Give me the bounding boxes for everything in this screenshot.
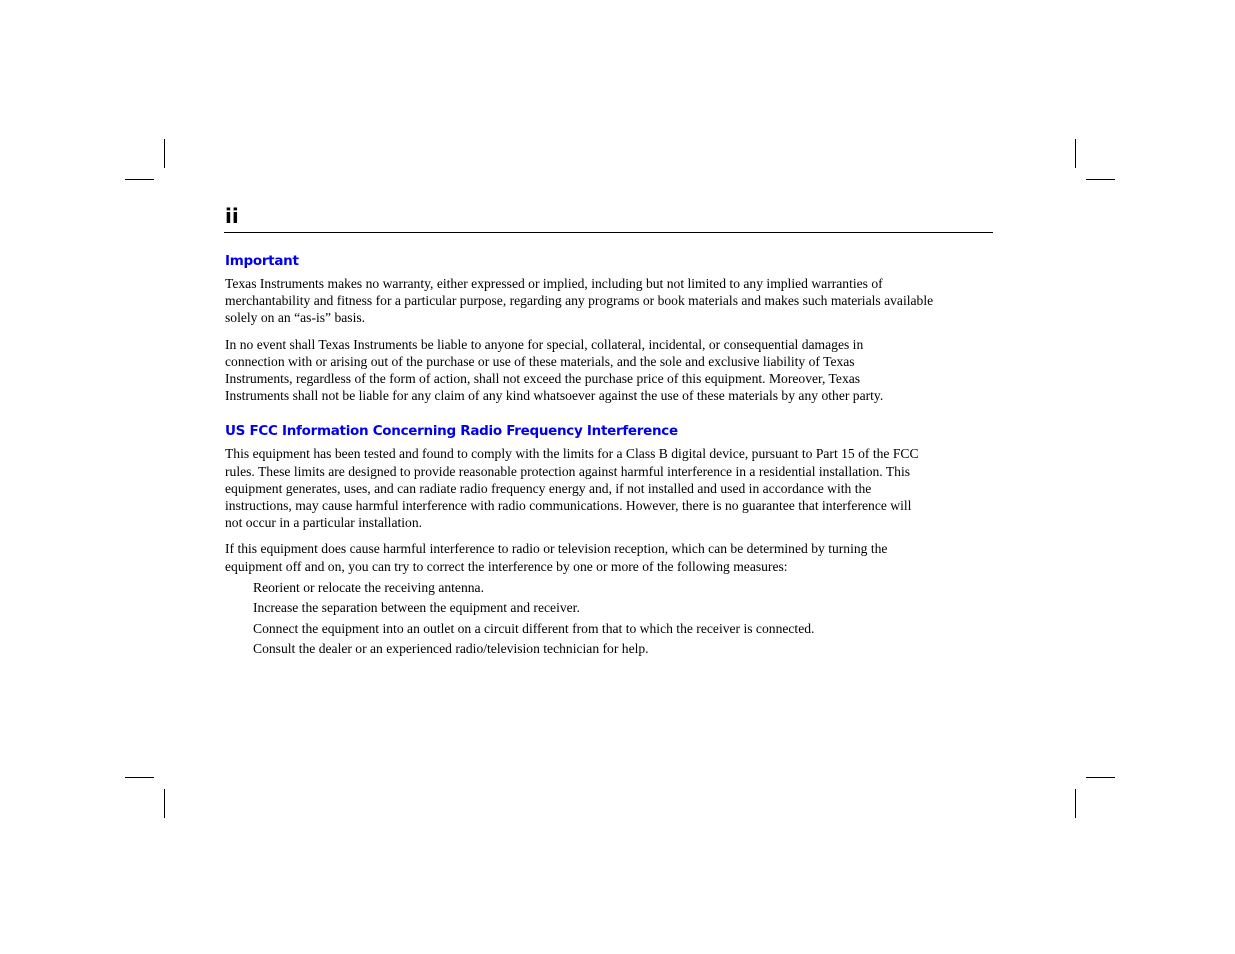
crop-mark-top-right-horizontal bbox=[1086, 179, 1115, 180]
measures-list bbox=[225, 578, 1015, 660]
page-number: ii bbox=[225, 204, 239, 228]
document-body bbox=[225, 252, 1015, 660]
header-rule bbox=[224, 232, 993, 233]
crop-mark-bottom-right-vertical bbox=[1075, 789, 1076, 818]
crop-mark-top-left-vertical bbox=[164, 139, 165, 168]
section-heading-fcc: US FCC Information Concerning Radio Frequency Interference bbox=[225, 423, 678, 440]
paragraph-liability: In no event shall Texas Instruments be liable to anyone for special, collateral, incidental, or consequential damages in connection with or arising out of the purchase or use of these materials, and the sole and exclusive liability of Texas Instruments, regardless of the form of action, shall not exceed the purchase price of this equipment. Moreover, Texas Instruments shall not be liable for any claim of any kind whatsoever against the use of these materials by any other party. bbox=[225, 336, 884, 404]
crop-mark-top-left-horizontal bbox=[125, 179, 154, 180]
crop-mark-top-right-vertical bbox=[1075, 139, 1076, 168]
paragraph-fcc-compliance: This equipment has been tested and found to comply with the limits for a Class B digital device, pursuant to Part 15 of the FCC rules. These limits are designed to provide reasonable protection against harmful interference in a residential installation. This equipment generates, uses, and can radiate radio frequency energy and, if not installed and used in accordance with the instructions, may cause harmful interference with radio communications. However, there is no guarantee that interference will not occur in a particular installation. bbox=[225, 446, 919, 531]
crop-mark-bottom-left-horizontal bbox=[125, 777, 154, 778]
crop-mark-bottom-left-vertical bbox=[164, 789, 165, 818]
section-important bbox=[225, 252, 1015, 404]
section-spacer bbox=[225, 413, 1015, 422]
paragraph-warranty: Texas Instruments makes no warranty, either expressed or implied, including but not limited to any implied warranties of merchantability and fitness for a particular purpose, regarding any programs or book materials and makes such materials available solely on an “as-is” basis. bbox=[225, 276, 934, 326]
crop-mark-bottom-right-horizontal bbox=[1086, 777, 1115, 778]
list-item: Reorient or relocate the receiving antenna. bbox=[253, 579, 484, 595]
section-heading-important: Important bbox=[225, 253, 299, 269]
paragraph-fcc-measures-intro: If this equipment does cause harmful interference to radio or television reception, which can be determined by turning the equipment off and on, you can try to correct the interference by one or more of the following measures: bbox=[225, 541, 888, 574]
list-item: Consult the dealer or an experienced radio/television technician for help. bbox=[253, 641, 649, 657]
list-item: Increase the separation between the equipment and receiver. bbox=[253, 600, 580, 616]
list-item: Connect the equipment into an outlet on a circuit different from that to which the receiver is connected. bbox=[253, 620, 815, 636]
section-fcc bbox=[225, 422, 1015, 659]
